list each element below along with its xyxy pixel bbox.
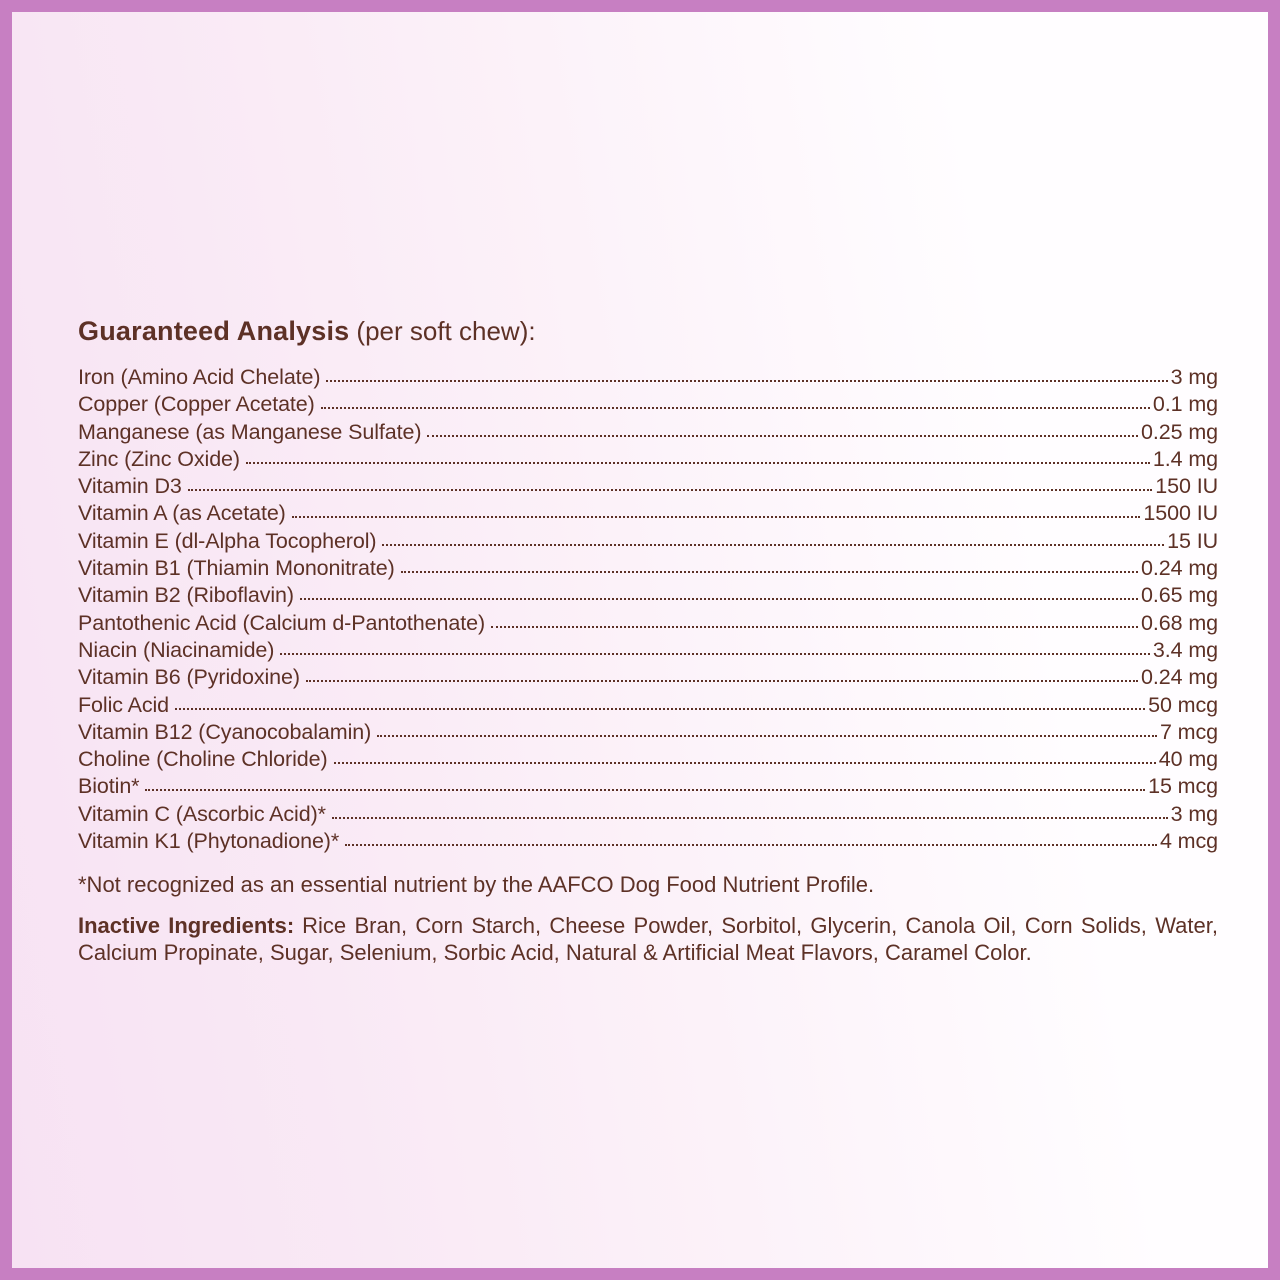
analysis-rows <box>78 364 1218 855</box>
analysis-row <box>78 773 1218 800</box>
nutrient-name: Folic Acid <box>78 692 170 717</box>
nutrient-name: Manganese (as Manganese Sulfate) <box>78 419 422 444</box>
analysis-row <box>78 664 1218 691</box>
analysis-row <box>78 746 1218 773</box>
analysis-row <box>78 528 1218 555</box>
nutrient-name: Choline (Choline Chloride) <box>78 747 328 772</box>
nutrient-name: Vitamin K1 (Phytonadione)* <box>78 829 340 854</box>
nutrient-value: 3 mg <box>1170 365 1218 389</box>
nutrient-value: 3 mg <box>1170 801 1218 826</box>
leader-dots <box>175 708 1145 710</box>
analysis-row <box>78 582 1218 609</box>
analysis-row <box>78 637 1218 664</box>
nutrient-name: Niacin (Niacinamide) <box>78 637 275 662</box>
nutrient-value: 3.4 mg <box>1152 637 1218 662</box>
nutrient-value: 15 mcg <box>1148 774 1218 799</box>
nutrient-name: Vitamin A (as Acetate) <box>78 501 286 526</box>
leader-dots <box>145 789 1145 791</box>
leader-dots <box>377 735 1157 737</box>
nutrient-name: Biotin* <box>78 774 140 799</box>
guaranteed-analysis-heading: Guaranteed Analysis <box>78 316 350 346</box>
nutrient-name: Vitamin B12 (Cyanocobalamin) <box>78 719 372 744</box>
inactive-ingredients-label: Inactive Ingredients: <box>78 913 295 939</box>
nutrient-value: 0.68 mg <box>1141 610 1218 635</box>
analysis-row <box>78 555 1218 582</box>
analysis-row <box>78 364 1218 391</box>
nutrient-name: Vitamin D3 <box>78 474 182 499</box>
analysis-row <box>78 828 1218 855</box>
label-content <box>12 12 1268 966</box>
leader-dots <box>306 680 1138 682</box>
nutrient-value: 0.1 mg <box>1152 392 1218 417</box>
analysis-row <box>78 692 1218 719</box>
leader-dots <box>427 435 1138 437</box>
leader-dots <box>292 516 1141 518</box>
guaranteed-analysis-subheading: (per soft chew): <box>356 316 536 346</box>
analysis-row <box>78 419 1218 446</box>
leader-dots <box>491 626 1138 628</box>
nutrient-value: 0.24 mg <box>1141 556 1218 581</box>
analysis-row <box>78 446 1218 473</box>
leader-dots <box>300 598 1138 600</box>
nutrient-name: Vitamin B1 (Thiamin Mononitrate) <box>78 556 395 581</box>
aafco-footnote: *Not recognized as an essential nutrient by the AAFCO Dog Food Nutrient Profile. <box>78 872 875 898</box>
leader-dots <box>401 571 1138 573</box>
nutrient-value: 0.25 mg <box>1141 419 1218 444</box>
nutrient-name: Vitamin B2 (Riboflavin) <box>78 583 294 608</box>
nutrient-name: Vitamin C (Ascorbic Acid)* <box>78 801 326 826</box>
leader-dots <box>321 407 1150 409</box>
nutrient-value: 150 IU <box>1155 474 1218 499</box>
nutrient-value: 7 mcg <box>1159 719 1218 744</box>
inactive-ingredients <box>78 912 1218 966</box>
nutrient-value: 1500 IU <box>1143 501 1218 526</box>
analysis-row <box>78 473 1218 500</box>
nutrient-value: 4 mcg <box>1159 829 1218 854</box>
analysis-row <box>78 610 1218 637</box>
nutrient-name: Vitamin B6 (Pyridoxine) <box>78 665 300 690</box>
leader-dots <box>382 544 1164 546</box>
nutrient-name: Zinc (Zinc Oxide) <box>78 446 240 471</box>
section-title <box>78 314 1218 353</box>
nutrient-value: 0.24 mg <box>1141 665 1218 690</box>
leader-dots <box>332 817 1168 819</box>
analysis-row <box>78 500 1218 527</box>
leader-dots <box>188 489 1152 491</box>
nutrient-name: Pantothenic Acid (Calcium d-Pantothenate) <box>78 610 486 635</box>
leader-dots <box>334 762 1156 764</box>
nutrient-value: 1.4 mg <box>1152 446 1218 471</box>
analysis-row <box>78 719 1218 746</box>
nutrient-value: 40 mg <box>1158 747 1218 772</box>
nutrient-value: 0.65 mg <box>1141 583 1218 608</box>
analysis-row <box>78 391 1218 418</box>
inactive-ingredients-text: Rice Bran, Corn Starch, Cheese Powder, Sorbitol, Glycerin, Canola Oil, Corn Solids, Water, Calcium Propinate, Sugar, Selenium, Sorbic Acid, Natural & Artificial Meat Flavors, Caramel Color. <box>78 913 1218 966</box>
nutrient-name: Copper (Copper Acetate) <box>78 392 315 417</box>
nutrient-value: 15 IU <box>1167 528 1218 553</box>
leader-dots <box>345 844 1157 846</box>
analysis-row <box>78 801 1218 828</box>
leader-dots <box>280 653 1150 655</box>
nutrient-name: Vitamin E (dl-Alpha Tocopherol) <box>78 528 377 553</box>
leader-dots <box>246 462 1150 464</box>
nutrient-name: Iron (Amino Acid Chelate) <box>78 365 321 389</box>
leader-dots <box>326 380 1167 382</box>
nutrient-value: 50 mcg <box>1148 692 1218 717</box>
